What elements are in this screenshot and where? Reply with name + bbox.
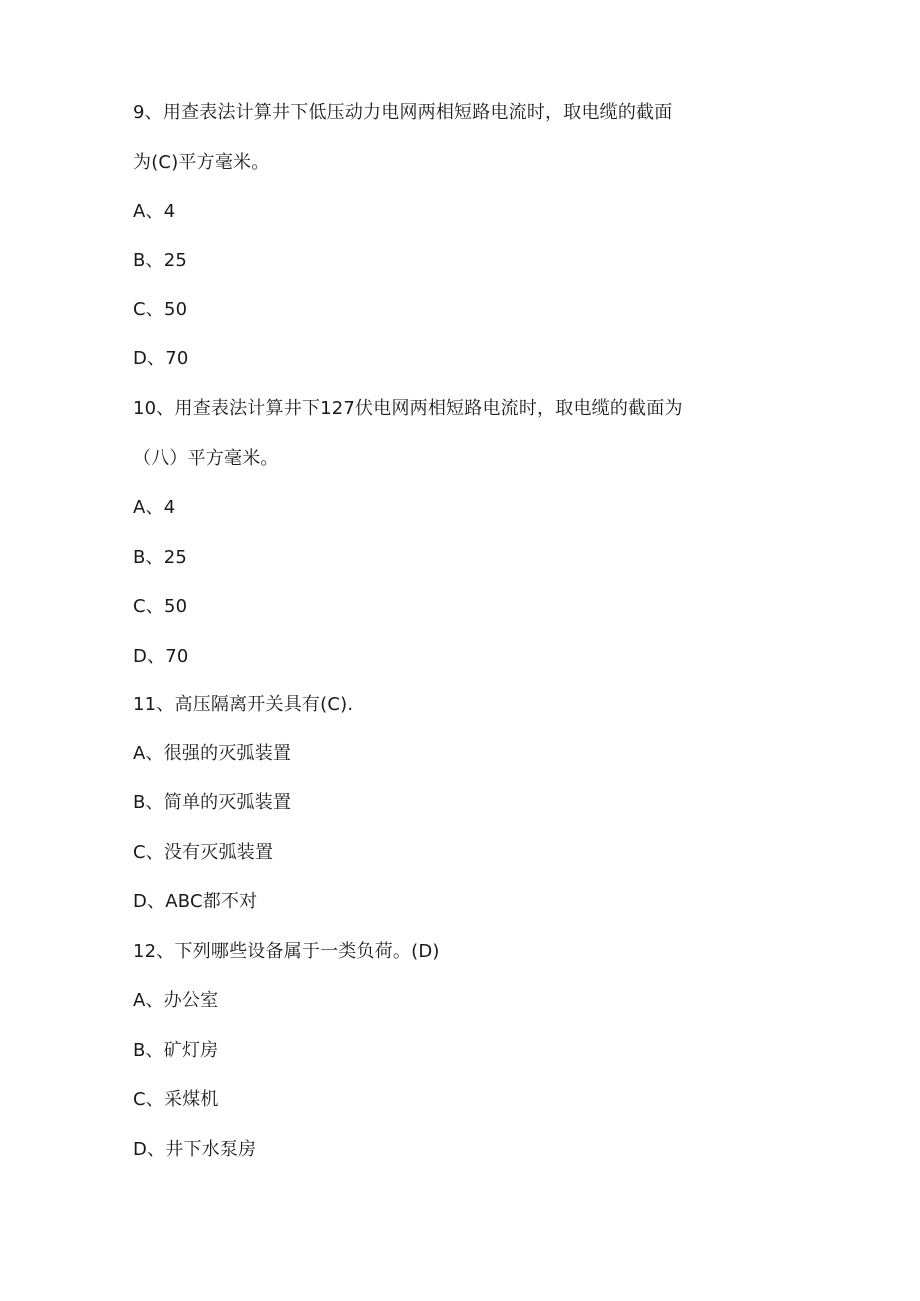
question-11-option-a: A、很强的灭弧装置 <box>133 743 292 764</box>
question-11-option-c: C、没有灭弧装置 <box>133 842 274 863</box>
question-12-option-b: B、矿灯房 <box>133 1040 219 1061</box>
question-10-option-d: D、70 <box>133 646 189 667</box>
question-9-stem-line2: 为(C)平方毫米。 <box>133 152 270 173</box>
question-12-option-c: C、采煤机 <box>133 1089 219 1110</box>
question-9-option-a: A、4 <box>133 201 176 222</box>
question-10-option-c: C、50 <box>133 596 188 617</box>
question-10-option-a: A、4 <box>133 497 176 518</box>
question-10-stem-line2: （八）平方毫米。 <box>133 448 279 469</box>
question-11-option-b: B、简单的灭弧装置 <box>133 792 292 813</box>
question-12-option-a: A、办公室 <box>133 990 219 1011</box>
question-11-stem: 11、高压隔离开关具有(C). <box>133 694 354 715</box>
question-11-option-d: D、ABC都不对 <box>133 891 258 912</box>
question-10-option-b: B、25 <box>133 547 188 568</box>
question-9-option-d: D、70 <box>133 348 189 369</box>
question-9-option-c: C、50 <box>133 299 188 320</box>
question-12-option-d: D、井下水泵房 <box>133 1139 257 1160</box>
question-12-stem: 12、下列哪些设备属于一类负荷。(D) <box>133 941 440 962</box>
question-9-option-b: B、25 <box>133 250 188 271</box>
question-10-stem-line1: 10、用查表法计算井下127伏电网两相短路电流时，取电缆的截面为 <box>133 398 683 419</box>
question-9-stem-line1: 9、用查表法计算井下低压动力电网两相短路电流时，取电缆的截面 <box>133 102 673 123</box>
